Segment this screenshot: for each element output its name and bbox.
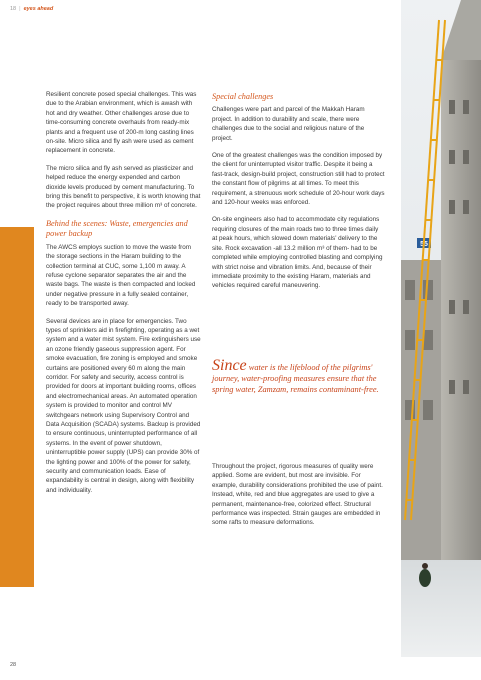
page-number: 28 <box>10 662 17 668</box>
paragraph: One of the greatest challenges was the condition imposed by the client for uninterrupted visitor traffic. Despite it being a fast-track, design-build project, construction still had to protect the constant flow of pilgrims at all times. To meet this requirement, a strenuous work schedule of 20-hour work days and 120-hour weeks was enforced. <box>212 152 385 207</box>
section-heading: Behind the scenes: Waste, emergencies and power backup <box>46 218 188 239</box>
paragraph: Resilient concrete posed special challenges. This was due to the Arabian environment, which is awash with hot and dry weather. Other challenges arose due to time-consuming concrete overhauls from ready-mix plants and a frequent use of 200-m long casting lines on-site. Micro silica and fly ash were used as cement replacement in concrete. <box>46 91 197 155</box>
paragraph: Several devices are in place for emergencies. Two types of sprinklers aid in firefighting, operating as a wet system and a water mist system. Fire extinguishers use an ozone friendly gaseous suppression agent. For smoke evacuation, fire zoning is employed and smoke curtains are positioned every 60 m along the main corridor. For safety and security, access control is provided for doors at important building rooms, offices and electromechanical areas. An automated operation system is provided to monitor and control MV switchgears network using Supervisory Control and Data Acquisition (SCADA) systems. Backup is provided to ensure continuous, uninterrupted performance of all systems. In the event of power shutdown, uninterruptible power supply (UPS) can provide 30% of the lighting power and 100% of the power for safety, security and communication loads. Ease of expandability is central in design, along with flexibility and individuality. <box>46 317 201 494</box>
section-heading: Special challenges <box>212 92 274 101</box>
pilgrim-figure <box>419 569 431 587</box>
pull-quote <box>212 357 392 395</box>
running-header <box>10 6 53 12</box>
header-section-title: eyes ahead <box>23 6 54 12</box>
paragraph: Challenges were part and parcel of the Makkah Haram project. In addition to durability and scale, there were challenges due to the social and religious nature of the project. <box>212 106 365 142</box>
right-column-lower <box>212 462 385 528</box>
paragraph: The AWCS employs suction to move the waste from the storage sections in the Haram building to the collection terminal at CUC, some 1,100 m away. A refuse cyclone separator separates the air and the waste bags. The waste is then compacted and locked under negative pressure in a fully sealed container, ready to be transported away. <box>46 243 196 308</box>
header-page-ref: 18 <box>10 6 17 12</box>
left-column <box>46 90 201 503</box>
paragraph: On-site engineers also had to accommodate city regulations requiring closures of the main roads two to three times daily at peak hours, which slowed down materials' delivery to the site. Rock excavation -all 13.2 million m³ of them- had to be completed while employing controlled blasting and complying with strict noise and vibration limits. And, because of their immediate proximity to the existing Haram, materials and vehicles required careful maneuvering. <box>212 216 383 290</box>
right-column <box>212 92 385 299</box>
sign-number: 55 <box>420 241 428 248</box>
haram-construction-image <box>401 0 481 657</box>
pull-quote-dropword: Since <box>212 357 247 374</box>
paragraph: Throughout the project, rigorous measures of quality were applied. Some are evident, but most are invisible. For example, durability considerations prohibited the use of paint. Instead, white, red and blue aggregates are used to give a permanent, maintenance-free, colorized effect. Structural performance was inspected. Strain gauges are embedded in some rafts to measure deformations. <box>212 463 383 527</box>
pull-quote-text: water is the lifeblood of the pilgrims' journey, water-proofing measures ensure that the spring water, Zamzam, remains contaminant-free. <box>212 363 379 394</box>
construction-photo <box>401 0 481 657</box>
header-separator: | <box>19 6 21 12</box>
paragraph: The micro silica and fly ash served as plasticizer and helped reduce the energy expended and carbon dioxide levels produced by cement manufacturing. To bring this benefit to perspective, it is worth knowing that the project requires about three million m³ of concrete. <box>46 164 201 210</box>
orange-side-bar <box>0 227 34 587</box>
